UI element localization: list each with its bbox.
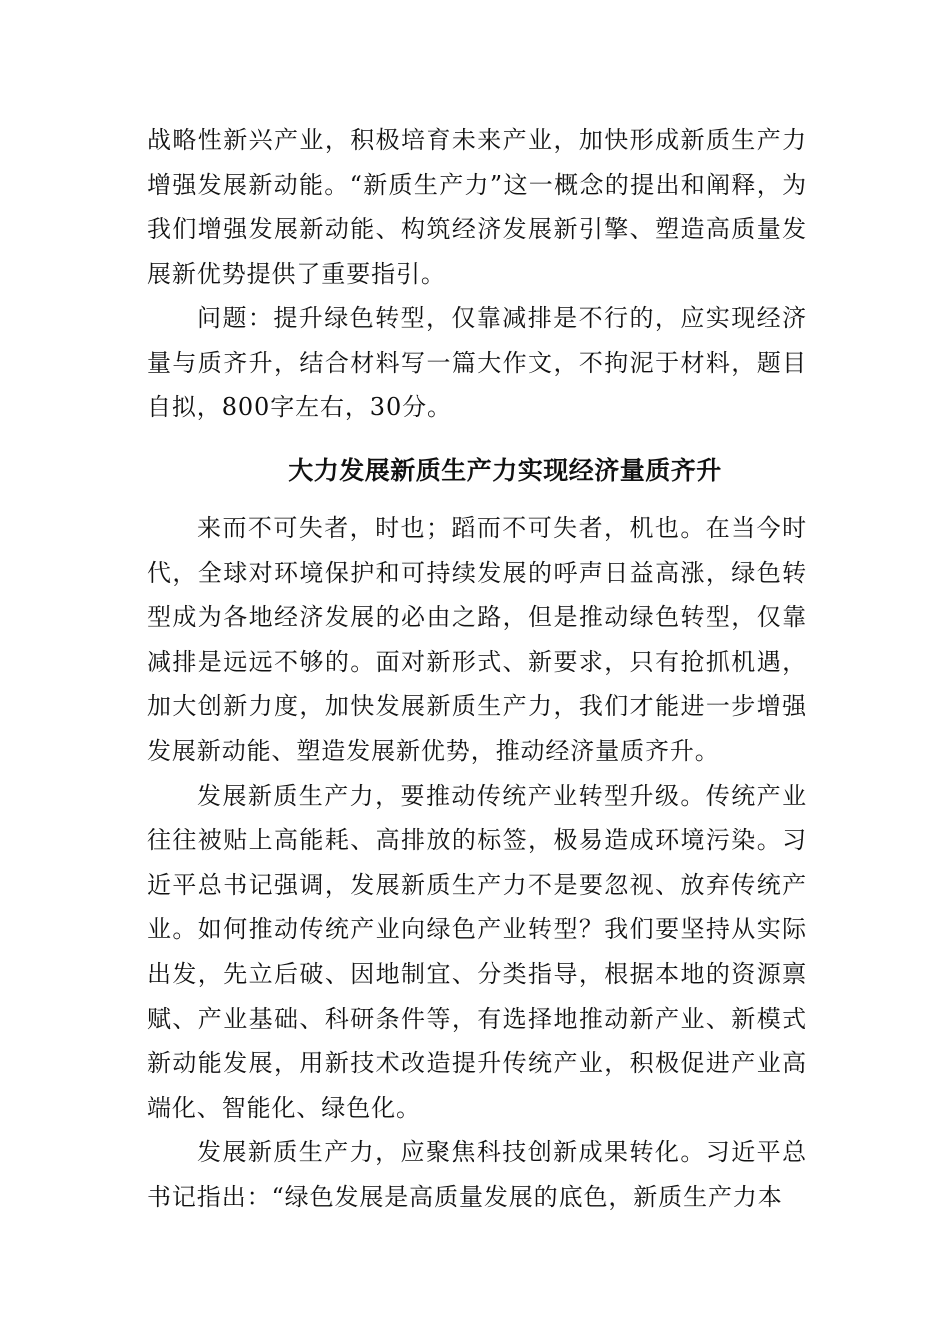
question-text-block (147, 296, 807, 430)
essay-paragraph-1: 来而不可失者，时也；蹈而不可失者，机也。在当今时代，全球对环境保护和可持续发展的呼声日益高涨，绿色转型成为各地经济发展的必由之路，但是推动绿色转型，仅靠减排是远远不够的。面对新形式、新要求，只有抢抓机遇，加大创新力度，加快发展新质生产力，我们才能进一步增强发展新动能、塑造发展新优势，推动经济量质齐升。 (147, 514, 807, 765)
question-paragraph: 问题：提升绿色转型，仅靠减排是不行的，应实现经济量与质齐升，结合材料写一篇大作文，不拘泥于材料，题目自拟，800字左右，30分。 (147, 304, 807, 422)
essay-body (147, 506, 807, 1220)
essay-paragraph-2: 发展新质生产力，要推动传统产业转型升级。传统产业往往被贴上高能耗、高排放的标签，极易造成环境污染。习近平总书记强调，发展新质生产力不是要忽视、放弃传统产业。如何推动传统产业向绿色产业转型？我们要坚持从实际出发，先立后破、因地制宜、分类指导，根据本地的资源禀赋、产业基础、科研条件等，有选择地推动新产业、新模式新动能发展，用新技术改造提升传统产业，积极促进产业高端化、智能化、绿色化。 (147, 781, 807, 1122)
essay-title: 大力发展新质生产力实现经济量质齐升 (288, 456, 722, 485)
intro-paragraph: 战略性新兴产业，积极培育未来产业，加快形成新质生产力增强发展新动能。“新质生产力”这一概念的提出和阐释，为我们增强发展新动能、构筑经济发展新引擎、塑造高质量发展新优势提供了重要指引。 (147, 126, 807, 288)
intro-text-block (147, 118, 807, 296)
essay-paragraph-3: 发展新质生产力，应聚焦科技创新成果转化。习近平总书记指出：“绿色发展是高质量发展的底色，新质生产力本 (147, 1138, 807, 1211)
